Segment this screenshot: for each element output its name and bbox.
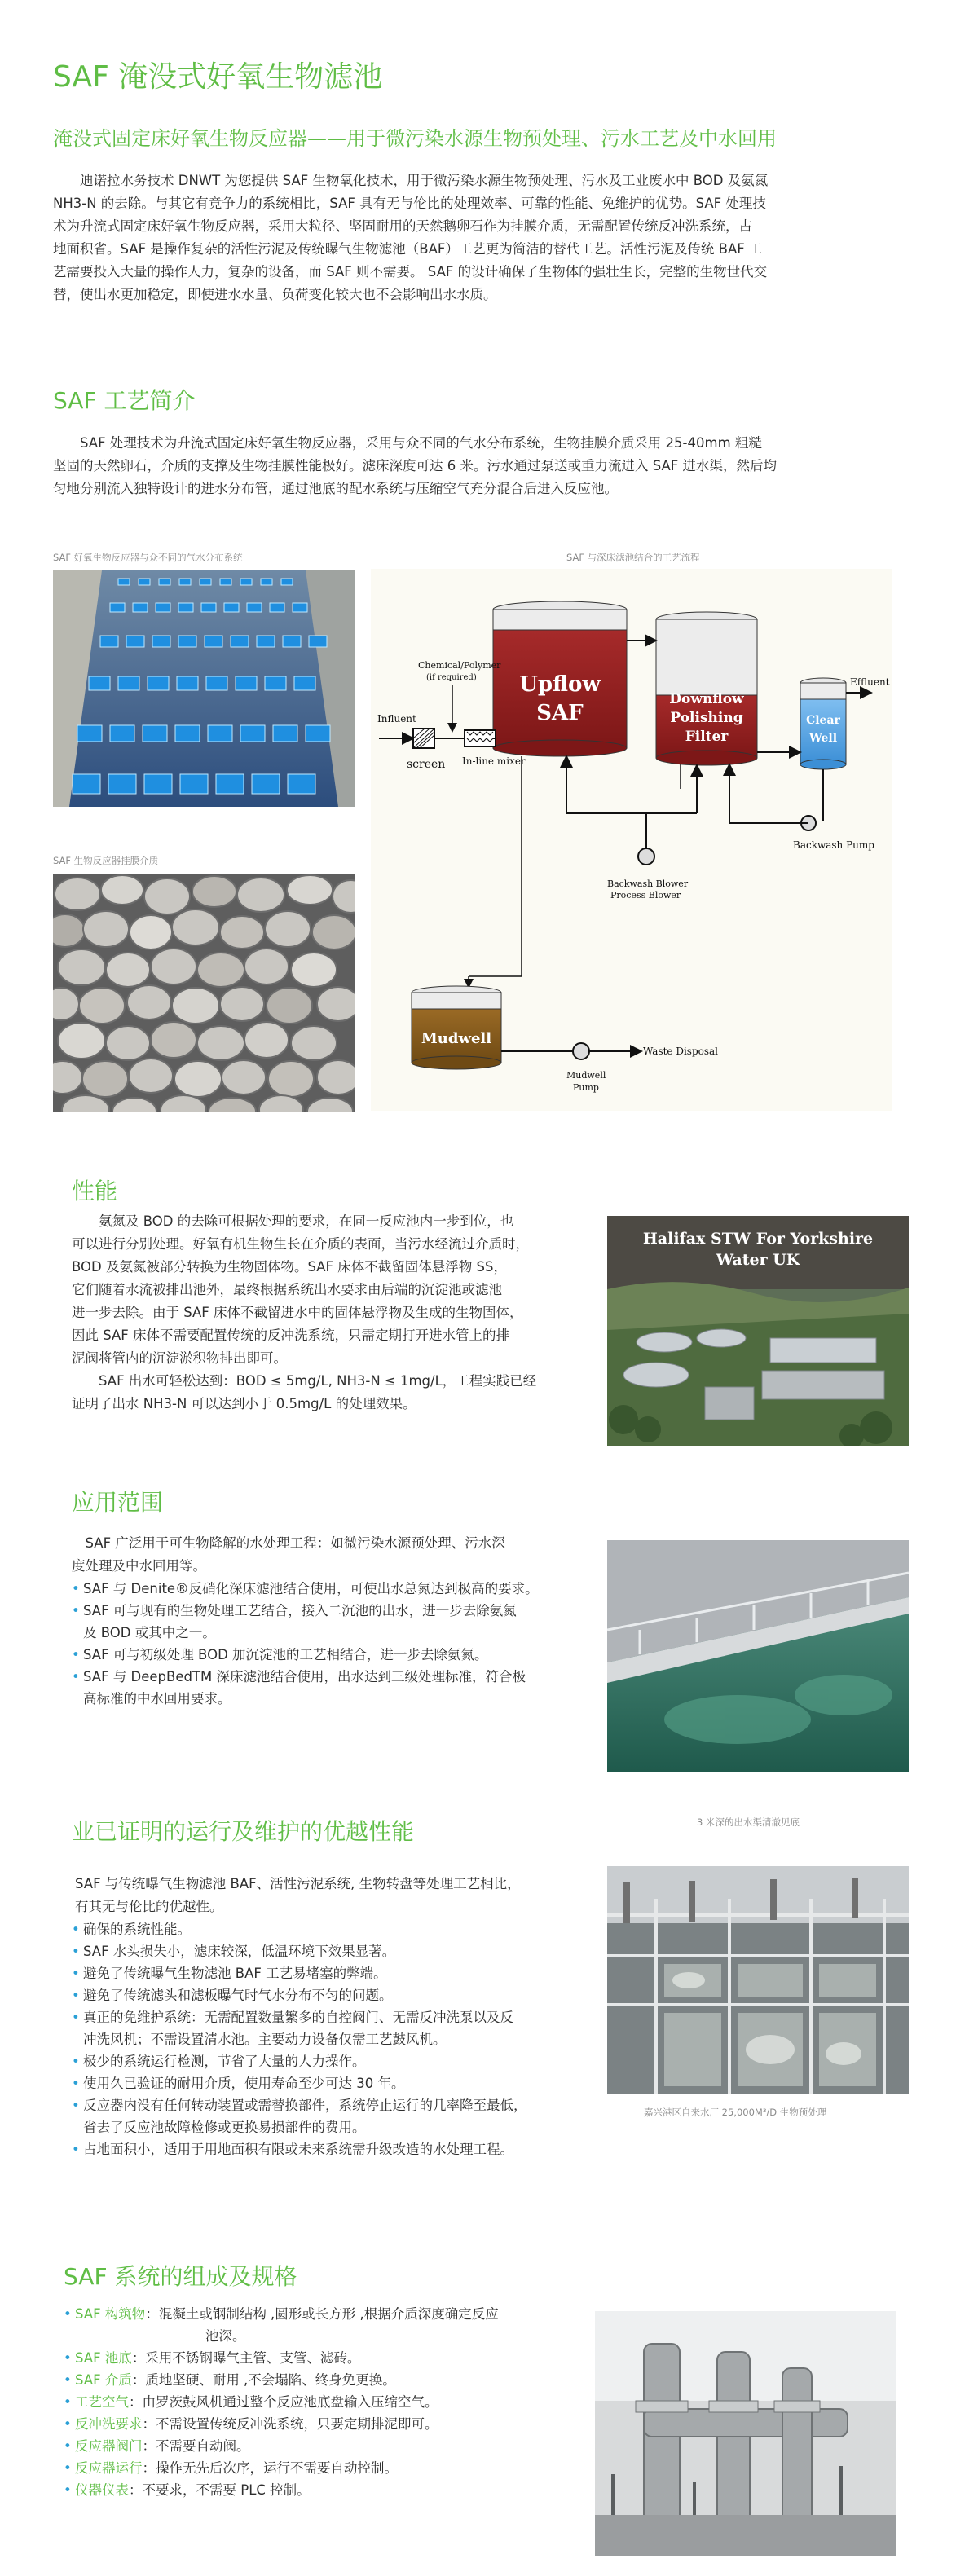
- advantage-item-text: 避免了传统曝气生物滤池 BAF 工艺易堵塞的弊端。: [83, 1966, 387, 1981]
- composition-item-text: ：质地坚硬、耐用 ,不会塌陷、终身免更换。: [131, 2372, 396, 2388]
- advantages-intro-line: 有其无与伦比的优越性。: [75, 1899, 223, 1914]
- application-item-text: SAF 与 Denite®反硝化深床滤池结合使用，可使出水总氮达到极高的要求。: [83, 1581, 539, 1596]
- application-item-text: SAF 可与现有的生物处理工艺结合，接入二沉池的出水，进一步去除氨氮: [83, 1603, 517, 1618]
- performance-line: 证明了出水 NH3-N 可以达到小于 0.5mg/L 的处理效果。: [72, 1396, 416, 1411]
- advantage-item: [72, 2072, 601, 2094]
- composition-item: [64, 2347, 585, 2369]
- advantages-list: [72, 1918, 601, 2160]
- advantage-item: [72, 1984, 601, 2006]
- composition-item-text: ：混凝土或钢制结构 ,圆形或长方形 ,根据介质深度确定反应: [145, 2306, 499, 2322]
- performance-line: BOD 及氨氮被部分转换为生物固体物。SAF 床体不截留固体悬浮物 SS，: [72, 1259, 507, 1275]
- diagram-mudwell-label: Mudwell: [421, 1030, 492, 1047]
- composition-item-text: ：不要求，不需要 PLC 控制。: [129, 2482, 311, 2498]
- diagram-inline-mixer-label: In-line mixer: [462, 755, 526, 767]
- halifax-photo-title-1: Halifax STW For Yorkshire: [642, 1230, 874, 1248]
- application-intro-line: 度处理及中水回用等。: [72, 1558, 206, 1574]
- composition-item-text: ：采用不锈钢曝气主管、支管、滤砖。: [131, 2350, 361, 2366]
- composition-item-text: 池深。: [205, 2328, 246, 2344]
- composition-item: [64, 2413, 585, 2435]
- application-item: [72, 1600, 593, 1644]
- diagram-saf-label: SAF: [536, 701, 584, 725]
- performance-line: SAF 出水可轻松达到：BOD ≤ 5mg/L, NH3-N ≤ 1mg/L，工程实践已经: [99, 1373, 537, 1389]
- performance-line: 可以进行分别处理。好氧有机生物生长在介质的表面，当污水经流过介质时，: [72, 1236, 529, 1252]
- advantages-content: [72, 1873, 601, 2160]
- diagram-process-blower-label: Process Blower: [610, 890, 681, 900]
- performance-line: 进一步去除。由于 SAF 床体不截留进水中的固体悬浮物及生成的生物固体，: [72, 1305, 523, 1320]
- diagram-downflow-label: Downflow: [669, 691, 744, 707]
- diagram-backwash-pump-label: Backwash Pump: [793, 839, 874, 851]
- composition-item-text: ：操作无先后次序，运行不需要自动控制。: [142, 2460, 398, 2476]
- page-subtitle: 淹没式固定床好氧生物反应器——用于微污染水源生物预处理、污水工艺及中水回用: [53, 127, 777, 150]
- application-item: [72, 1644, 593, 1666]
- composition-item-text: ：不需要自动阀。: [142, 2438, 250, 2454]
- diagram-influent-label: Influent: [377, 713, 416, 724]
- application-item-text: SAF 与 DeepBedTM 深床滤池结合使用，出水达到三级处理标准，符合极: [83, 1669, 526, 1684]
- composition-item-text: ：由罗茨鼓风机通过整个反应池底盘输入压缩空气。: [129, 2394, 438, 2410]
- section-heading-composition: SAF 系统的组成及规格: [64, 2263, 297, 2290]
- photo-air-water-distribution: [53, 570, 355, 807]
- intro-line: NH3-N 的去除。与其它有竞争力的系统相比，SAF 具有无与伦比的处理效率、可靠的性能、免维护的优势。SAF 处理技: [53, 196, 766, 211]
- advantage-item: [72, 2006, 601, 2050]
- advantage-item-text: 冲洗风机；不需设置清水池。主要动力设备仅需工艺鼓风机。: [83, 2032, 447, 2047]
- composition-item: [64, 2303, 585, 2347]
- composition-item-label: 仪器仪表: [75, 2482, 129, 2498]
- page-title: SAF 淹没式好氧生物滤池: [53, 60, 383, 94]
- diagram-chemical-label: Chemical/Polymer: [418, 660, 501, 671]
- composition-content: [64, 2303, 585, 2501]
- advantage-item-text: 占地面积小，适用于用地面积有限或未来系统需升级改造的水处理工程。: [83, 2142, 513, 2157]
- process-line: 匀地分别流入独特设计的进水分布管，通过池底的配水系统与压缩空气充分混合后进入反应池。: [53, 481, 618, 496]
- composition-item-text: ：不需设置传统反冲洗系统，只要定期排泥即可。: [142, 2416, 438, 2432]
- diagram-polishing-label: Polishing: [670, 710, 743, 726]
- advantage-item-text: 极少的系统运行检测，节省了大量的人力操作。: [83, 2054, 366, 2069]
- photo-jiaxing-plant: [607, 1866, 909, 2094]
- advantages-intro-line: SAF 与传统曝气生物滤池 BAF、活性污泥系统, 生物转盘等处理工艺相比，: [75, 1876, 521, 1891]
- caption-clear-channel: 3 米深的出水渠清澈见底: [697, 1816, 800, 1828]
- advantage-item-text: 省去了反应池故障检修或更换易损部件的费用。: [83, 2120, 366, 2135]
- diagram-waste-disposal-label: Waste Disposal: [643, 1046, 719, 1057]
- composition-item-label: SAF 池底: [75, 2350, 132, 2366]
- diagram-mudwell-pump-label-1: Mudwell: [566, 1070, 606, 1081]
- composition-item-label: 工艺空气: [75, 2394, 129, 2410]
- process-paragraph: [53, 432, 913, 500]
- process-flow-diagram: [371, 569, 892, 1111]
- composition-list: [64, 2303, 585, 2501]
- performance-line: 因此 SAF 床体不需要配置传统的反冲洗系统，只需定期打开进水管上的排: [72, 1328, 510, 1343]
- diagram-clear-label: Clear: [806, 714, 840, 727]
- caption-air-water-distribution: SAF 好氧生物反应器与众不同的气水分布系统: [53, 552, 243, 563]
- diagram-upflow-label: Upflow: [519, 672, 601, 697]
- composition-item-label: 反应器阀门: [75, 2438, 143, 2454]
- intro-line: 术为升流式固定床好氧生物反应器，采用大粒径、坚固耐用的天然鹅卵石作为挂膜介质，无需配置传统反冲洗系统，占: [53, 218, 752, 234]
- process-line: 坚固的天然卵石，介质的支撑及生物挂膜性能极好。滤床深度可达 6 米。污水通过泵送或重力流进入 SAF 进水渠，然后均: [53, 458, 778, 473]
- advantage-item-text: 使用久已验证的耐用介质，使用寿命至少可达 30 年。: [83, 2076, 405, 2091]
- application-item: [72, 1578, 593, 1600]
- photo-pebble-media: [53, 874, 355, 1112]
- advantage-item: [72, 1962, 601, 1984]
- intro-line: 替，使出水更加稳定，即使进水水量、负荷变化较大也不会影响出水水质。: [53, 287, 497, 302]
- composition-item: [64, 2369, 585, 2391]
- intro-line: 地面积省。SAF 是操作复杂的活性污泥及传统曝气生物滤池（BAF）工艺更为简洁的替代工艺。活性污泥及传统 BAF 工: [53, 241, 763, 257]
- advantage-item: [72, 1940, 601, 1962]
- application-item-text: SAF 可与初级处理 BOD 加沉淀池的工艺相结合，进一步去除氨氮。: [83, 1647, 488, 1662]
- caption-process-flow: SAF 与深床滤池结合的工艺流程: [566, 552, 700, 563]
- advantage-item-text: 真正的免维护系统：无需配置数量繁多的自控阀门、无需反冲洗泵以及反: [83, 2010, 513, 2025]
- advantage-item-text: 反应器内没有任何转动装置或需替换部件，系统停止运行的几率降至最低，: [83, 2098, 527, 2113]
- application-item: [72, 1666, 593, 1710]
- advantage-item: [72, 2138, 601, 2160]
- section-heading-advantages: 业已证明的运行及维护的优越性能: [72, 1818, 415, 1845]
- application-item-text: 高标准的中水回用要求。: [83, 1691, 231, 1706]
- diagram-backwash-blower-label: Backwash Blower: [607, 878, 689, 889]
- photo-halifax-stw: [607, 1216, 909, 1446]
- advantage-item-text: SAF 水头损失小，滤床较深，低温环境下效果显著。: [83, 1944, 396, 1959]
- advantage-item: [72, 2094, 601, 2138]
- composition-item-label: SAF 构筑物: [75, 2306, 146, 2322]
- intro-paragraph: [53, 170, 913, 306]
- photo-clear-channel: [607, 1540, 909, 1772]
- performance-line: 它们随着水流被排出池外，最终根据系统出水要求由后端的沉淀池或滤池: [72, 1282, 502, 1297]
- composition-item-label: SAF 介质: [75, 2372, 132, 2388]
- composition-item-label: 反冲洗要求: [75, 2416, 143, 2432]
- application-intro-line: SAF 广泛用于可生物降解的水处理工程：如微污染水源预处理、污水深: [85, 1535, 505, 1551]
- performance-line: 氨氮及 BOD 的去除可根据处理的要求，在同一反应池内一步到位，也: [99, 1213, 514, 1229]
- application-item-text: 及 BOD 或其中之一。: [83, 1625, 216, 1640]
- diagram-required-label: (if required): [426, 673, 477, 682]
- advantage-item: [72, 2050, 601, 2072]
- diagram-screen-label: screen: [407, 758, 446, 771]
- caption-jiaxing-plant: 嘉兴港区自来水厂 25,000M³/D 生物预处理: [644, 2107, 827, 2118]
- section-heading-performance: 性能: [72, 1178, 118, 1204]
- advantage-item: [72, 1918, 601, 1940]
- intro-line: 艺需要投入大量的操作人力，复杂的设备，而 SAF 则不需要。 SAF 的设计确保了生物体的强壮生长，完整的生物世代交: [53, 264, 768, 280]
- composition-item: [64, 2391, 585, 2413]
- composition-item: [64, 2435, 585, 2457]
- diagram-effluent-label: Effluent: [850, 676, 890, 688]
- application-list: [72, 1578, 593, 1710]
- composition-item: [64, 2457, 585, 2479]
- process-line: SAF 处理技术为升流式固定床好氧生物反应器，采用与众不同的气水分布系统，生物挂膜介质采用 25-40mm 粗糙: [80, 435, 762, 451]
- advantage-item-text: 确保的系统性能。: [83, 1922, 191, 1937]
- composition-item-label: 反应器运行: [75, 2460, 143, 2476]
- halifax-photo-title-2: Water UK: [716, 1251, 800, 1269]
- caption-media: SAF 生物反应器挂膜介质: [53, 855, 159, 866]
- photo-pipework: [595, 2311, 896, 2556]
- diagram-well-label: Well: [808, 732, 838, 745]
- performance-paragraph: [72, 1210, 593, 1416]
- advantage-item-text: 避免了传统滤头和滤板曝气时气水分布不匀的问题。: [83, 1988, 393, 2003]
- section-heading-process: SAF 工艺简介: [53, 387, 196, 414]
- diagram-filter-label: Filter: [685, 729, 729, 745]
- composition-item: [64, 2479, 585, 2501]
- performance-line: 泥阀将管内的沉淀淤积物排出即可。: [72, 1350, 287, 1366]
- diagram-mudwell-pump-label-2: Pump: [573, 1082, 599, 1093]
- intro-line: 迪诺拉水务技术 DNWT 为您提供 SAF 生物氧化技术，用于微污染水源生物预处理、污水及工业废水中 BOD 及氨氮: [80, 173, 769, 188]
- section-heading-application: 应用范围: [72, 1489, 164, 1516]
- application-content: [72, 1532, 593, 1710]
